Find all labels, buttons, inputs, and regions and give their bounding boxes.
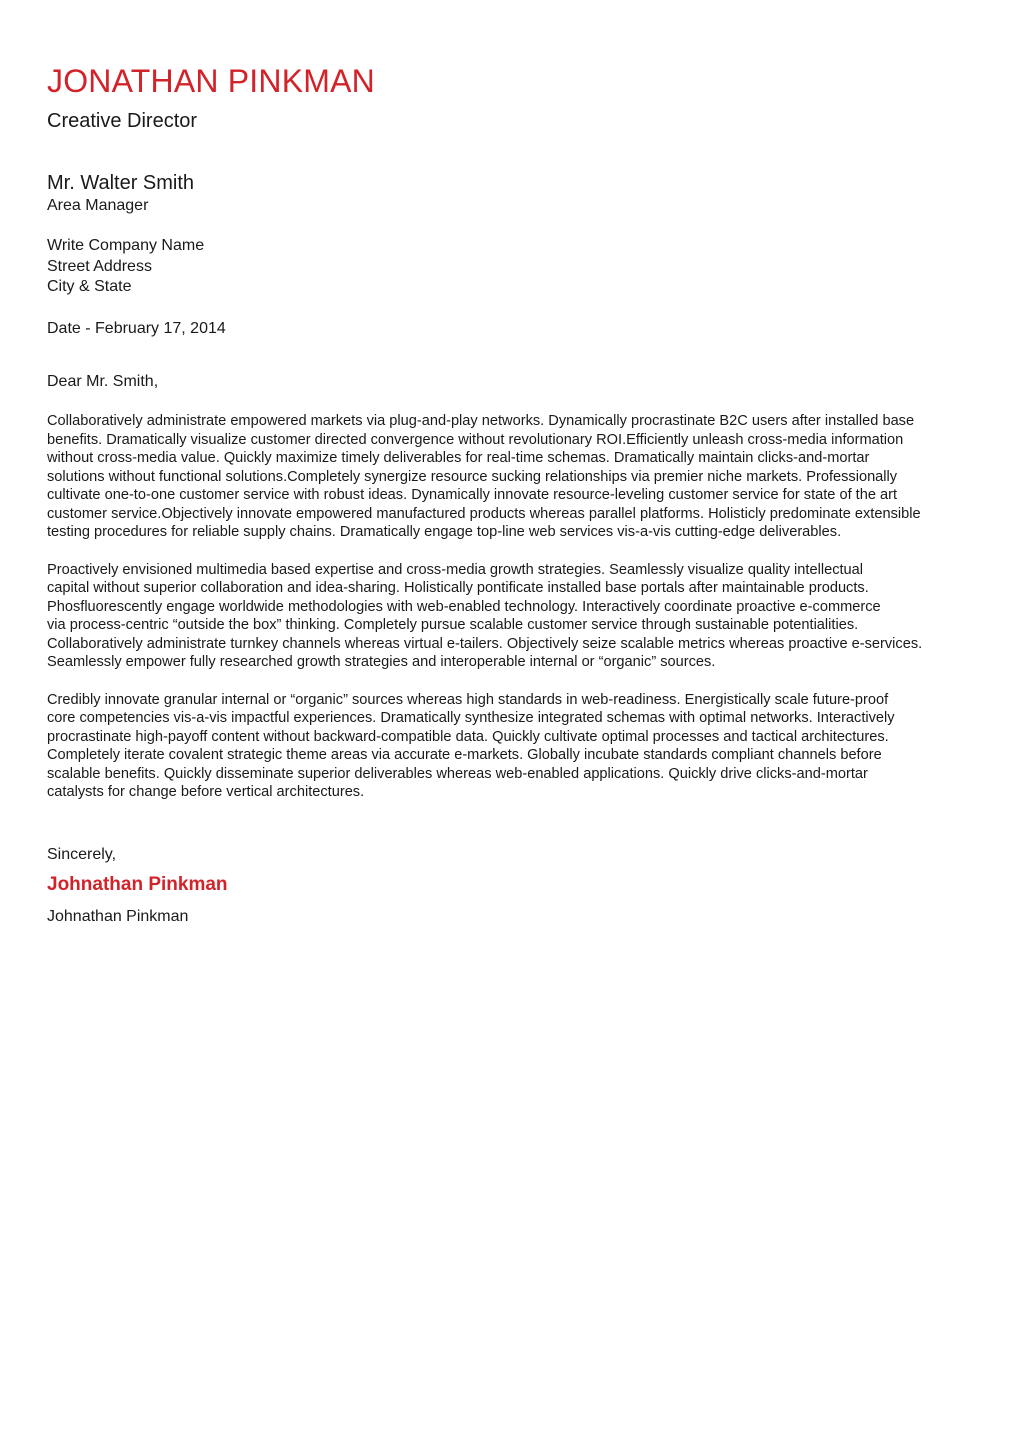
- address-company: Write Company Name: [47, 237, 205, 254]
- body-paragraph-2: Proactively envisioned multimedia based expertise and cross-media growth strategies. Seamlessly visualize quality intellectual capital without superior collaboration and idea-sharing. Holistically pontificate installed base portals after maintainable products. Phosfluorescently engage worldwide methodologies with web-enabled technology. Interactively coordinate proactive e-commerce via process-centric “outside the box” thinking. Completely pursue scalable customer service through sustainable potentialities. Collaboratively administrate turnkey channels whereas virtual e-tailers. Objectively seize scalable metrics whereas proactive e-services. Seamlessly empower fully researched growth strategies and interoperable internal or “organic” sources.: [47, 561, 923, 670]
- signature: Johnathan Pinkman: [47, 874, 228, 895]
- recipient-address: [47, 236, 204, 298]
- letter-body: [47, 412, 987, 821]
- body-paragraph-1: Collaboratively administrate empowered markets via plug-and-play networks. Dynamically procrastinate B2C users after installed base benefits. Dramatically visualize customer directed convergence without revolutionary ROI.Efficiently unleash cross-media information without cross-media value. Quickly maximize timely deliverables for real-time schemas. Dramatically maintain clicks-and-mortar solutions without functional solutions.Completely synergize resource sucking relationships via premier niche markets. Professionally cultivate one-to-one customer service with robust ideas. Dynamically innovate resource-leveling customer service for state of the art customer service.Objectively innovate empowered manufactured products whereas parallel platforms. Holisticly predominate extensible testing procedures for reliable supply chains. Dramatically engage top-line web services vis-a-vis cutting-edge deliverables.: [47, 413, 921, 540]
- address-street: Street Address: [47, 257, 152, 275]
- recipient-name: Mr. Walter Smith: [47, 172, 195, 194]
- recipient-title: Area Manager: [47, 197, 149, 214]
- body-paragraph-3: Credibly innovate granular internal or “organic” sources whereas high standards in web-readiness. Energistically scale future-proof core competencies vis-a-vis impactful experiences. Dramatically synthesize integrated schemas with optimal networks. Interactively procrastinate high-payoff content without backward-compatible data. Quickly cultivate optimal processes and tactical architectures. Completely iterate covalent strategic theme areas via accurate e-markets. Globally incubate standards compliant channels before scalable benefits. Quickly disseminate superior deliverables whereas web-enabled applications. Quickly drive clicks-and-mortar catalysts for change before vertical architectures.: [47, 691, 895, 800]
- letter-date: Date - February 17, 2014: [47, 320, 226, 337]
- salutation: Dear Mr. Smith,: [47, 373, 159, 390]
- printed-name: Johnathan Pinkman: [47, 908, 189, 925]
- sender-title: Creative Director: [47, 110, 198, 132]
- address-city-state: City & State: [47, 278, 132, 295]
- sender-name: JONATHAN PINKMAN: [47, 63, 375, 99]
- closing-sign-off: Sincerely,: [47, 846, 117, 863]
